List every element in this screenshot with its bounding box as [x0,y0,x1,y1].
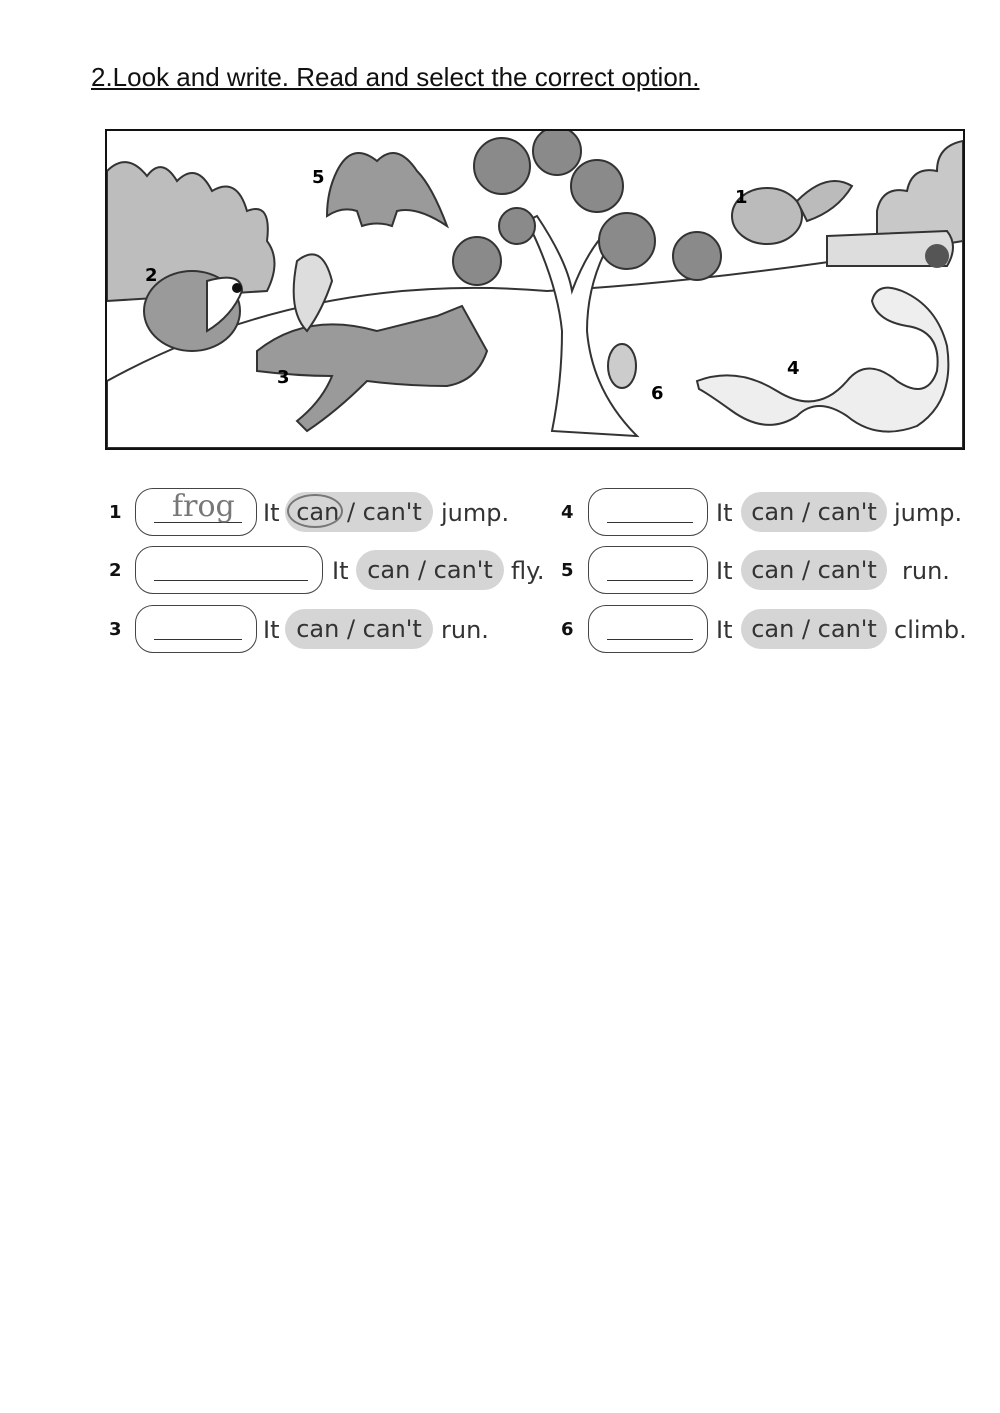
item-number: 2 [109,560,122,581]
subject-text: It [263,616,280,644]
verb-text: run. [441,616,489,644]
exercise-item-5 [558,546,978,596]
scene-drawing [107,131,963,448]
item-number: 4 [561,502,574,523]
item-number: 3 [109,619,122,640]
subject-text: It [263,499,280,527]
scene-label-6: 6 [651,383,664,404]
item-number: 5 [561,560,574,581]
instruction-heading: 2.Look and write. Read and select the correct option. [91,62,700,92]
choice-option[interactable] [741,609,887,649]
answer-line [607,522,693,523]
answer-box-1[interactable] [135,488,257,536]
choice-text: can / can't [367,556,493,584]
answer-line [607,639,693,640]
answer-box-2[interactable] [135,546,323,594]
choice-text: can / can't [751,556,877,584]
answer-line [607,580,693,581]
exercise-item-1 [105,488,545,538]
item-number: 6 [561,619,574,640]
choice-option[interactable] [285,492,433,532]
exercise-item-3 [105,605,545,655]
scene-label-3: 3 [277,367,290,388]
exercise-item-4 [558,488,978,538]
choice-text: can / can't [296,615,422,643]
scene-label-4: 4 [787,358,800,379]
exercise-item-6 [558,605,978,655]
answer-box-5[interactable] [588,546,708,594]
scene-label-1: 1 [735,187,748,208]
verb-text: fly. [511,557,545,585]
verb-text: jump. [894,499,963,527]
item-number: 1 [109,502,122,523]
choice-option[interactable] [741,492,887,532]
choice-text: can / can't [751,498,877,526]
choice-option[interactable] [285,609,433,649]
answer-box-4[interactable] [588,488,708,536]
scene-label-5: 5 [312,167,325,188]
answer-box-6[interactable] [588,605,708,653]
subject-text: It [332,557,349,585]
choice-text: can / can't [296,498,422,526]
verb-text: run. [902,557,950,585]
exercise-item-2 [105,546,555,596]
subject-text: It [716,616,733,644]
answer-line [154,580,308,581]
answer-box-3[interactable] [135,605,257,653]
verb-text: climb. [894,616,967,644]
animal-scene-illustration [105,129,965,450]
selected-can-circle [287,494,343,528]
subject-text: It [716,557,733,585]
verb-text: jump. [441,499,510,527]
choice-option[interactable] [356,550,504,590]
choice-text: can / can't [751,615,877,643]
answer-line [154,639,242,640]
choice-option[interactable] [741,550,887,590]
scene-label-2: 2 [145,265,158,286]
subject-text: It [716,499,733,527]
answer-text: frog [172,489,235,524]
